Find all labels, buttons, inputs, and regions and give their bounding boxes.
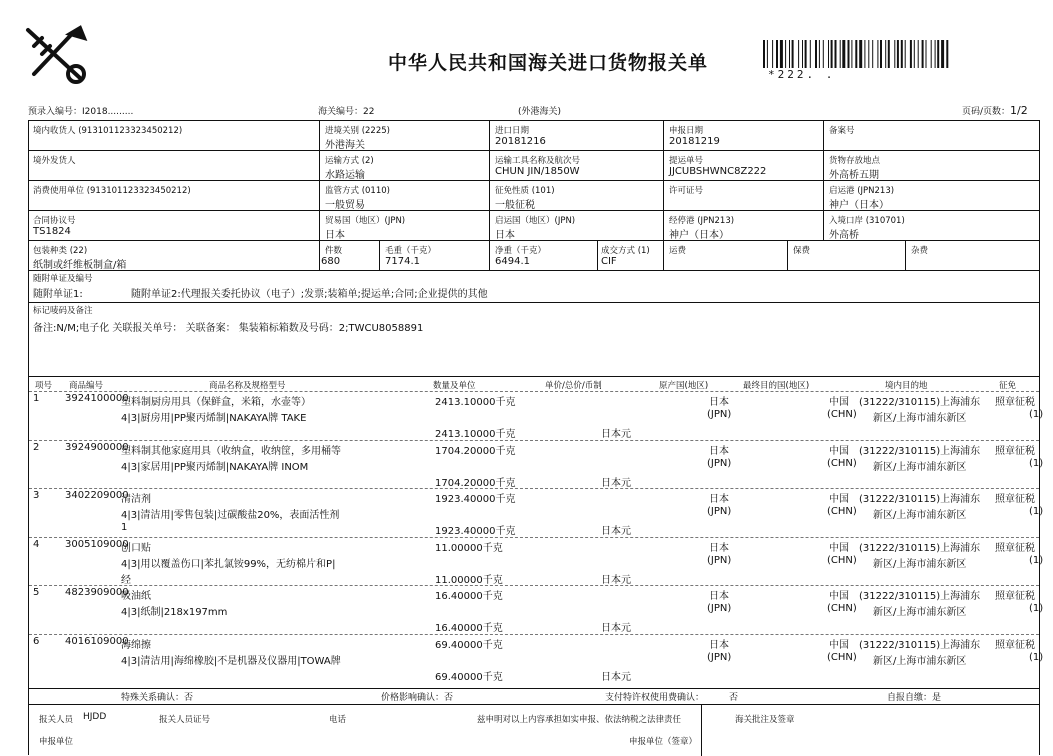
docs-line-a: 随附单证1: bbox=[33, 289, 83, 300]
goods-header-qty: 数量及单位 bbox=[433, 381, 476, 391]
barcode-bar bbox=[798, 40, 799, 68]
goods-levy-code: (1) bbox=[1029, 506, 1044, 518]
goods-dest: 中国 bbox=[829, 542, 849, 554]
row-divider bbox=[29, 537, 1039, 538]
origin-country-label: 启运国（地区）(JPN) bbox=[495, 216, 576, 226]
port-value: 外港海关 bbox=[325, 140, 365, 151]
goods-dest: 中国 bbox=[829, 640, 849, 651]
contract-value: TS1824 bbox=[33, 226, 71, 237]
goods-qty: 69.40000千克 bbox=[435, 640, 503, 651]
gross-value: 7174.1 bbox=[385, 256, 420, 267]
trade-country-label: 贸易国（地区）(JPN) bbox=[325, 216, 406, 226]
goods-name: 创口贴 bbox=[121, 542, 151, 554]
goods-currency: 日本元 bbox=[601, 623, 631, 635]
barcode-bar bbox=[835, 40, 837, 68]
prerecord-label: 预录入编号：I2018......... bbox=[28, 107, 134, 117]
goods-district: (31222/310115)上海浦东 bbox=[859, 591, 981, 603]
goods-origin-code: (JPN) bbox=[707, 554, 732, 566]
statement: 兹申明对以上内容承担如实申报、依法纳税之法律责任 bbox=[477, 715, 682, 725]
tax-label: 征免性质 (101) bbox=[495, 186, 555, 196]
barcode-bar bbox=[901, 40, 903, 68]
goods-dest: 中国 bbox=[829, 494, 849, 506]
barcode-bar bbox=[918, 40, 919, 68]
barcode-bar bbox=[859, 40, 862, 68]
goods-code: 3005109000 bbox=[65, 538, 129, 550]
gross-label: 毛重（千克） bbox=[385, 246, 437, 256]
page-title: 中华人民共和国海关进口货物报关单 bbox=[388, 52, 709, 74]
package-label: 包装种类 (22) bbox=[33, 246, 88, 256]
goods-spec: 4|3|厨房用|PP聚丙烯制|NAKAYA牌 TAKE bbox=[121, 413, 307, 424]
page-number: 页码/页数：1/2 bbox=[962, 104, 1028, 117]
goods-district-2: 新区/上海市浦东新区 bbox=[873, 558, 967, 570]
goods-origin-code: (JPN) bbox=[707, 409, 732, 420]
goods-levy: 照章征税 bbox=[995, 445, 1035, 457]
barcode-bar bbox=[937, 40, 939, 68]
barcode-bar bbox=[941, 40, 944, 68]
unit-seal-label: 申报单位（签章） bbox=[629, 737, 698, 747]
goods-qty: 2413.10000千克 bbox=[435, 397, 516, 408]
goods-name: 塑料制其他家庭用具（收纳盒，收纳筐，多用桶等 bbox=[121, 445, 341, 457]
goods-district-2: 新区/上海市浦东新区 bbox=[873, 656, 967, 667]
goods-dest-code: (CHN) bbox=[827, 554, 857, 566]
barcode-bar bbox=[868, 40, 869, 68]
goods-code: 4016109000 bbox=[65, 636, 129, 647]
marks-label: 标记唛码及备注 bbox=[33, 306, 93, 316]
barcode-bar bbox=[877, 40, 878, 68]
customs-office: (外港海关) bbox=[518, 107, 562, 117]
declaration-form bbox=[28, 120, 1044, 755]
goods-no: 6 bbox=[33, 636, 40, 647]
goods-code: 4823909000 bbox=[65, 587, 129, 599]
goods-origin: 日本 bbox=[709, 591, 729, 603]
entry-port-label: 入境口岸 (310701) bbox=[829, 216, 905, 226]
barcode bbox=[763, 40, 1043, 68]
goods-dest-code: (CHN) bbox=[827, 409, 857, 420]
goods-dest-code: (CHN) bbox=[827, 652, 857, 663]
barcode-bar bbox=[851, 40, 852, 68]
goods-origin: 日本 bbox=[709, 542, 729, 554]
pieces-value: 680 bbox=[321, 256, 341, 267]
goods-spec: 4|3|纸制|218x197mm bbox=[121, 607, 228, 619]
goods-dest-code: (CHN) bbox=[827, 603, 857, 615]
barcode-bar bbox=[840, 40, 841, 68]
goods-levy-code: (1) bbox=[1029, 554, 1044, 566]
goods-district-2: 新区/上海市浦东新区 bbox=[873, 510, 967, 522]
goods-district: (31222/310115)上海浦东 bbox=[859, 494, 981, 506]
barcode-text: *222. . bbox=[768, 68, 836, 81]
barcode-bar bbox=[831, 40, 833, 68]
declarant-label: 报关人员 bbox=[39, 715, 74, 725]
transport-value: 水路运输 bbox=[325, 170, 365, 181]
row-divider bbox=[29, 634, 1039, 635]
declare-date-label: 申报日期 bbox=[669, 126, 704, 136]
vessel-label: 运输工具名称及航次号 bbox=[495, 156, 581, 166]
barcode-bar bbox=[922, 40, 924, 68]
goods-qty: 11.00000千克 bbox=[435, 542, 503, 554]
supervision-label: 监管方式 (0110) bbox=[325, 186, 390, 196]
row-divider bbox=[29, 585, 1039, 586]
barcode-bar bbox=[910, 40, 912, 68]
goods-qty: 1704.20000千克 bbox=[435, 445, 516, 457]
declare-date-value: 20181219 bbox=[669, 136, 720, 147]
barcode-bar bbox=[872, 40, 873, 68]
transit-label: 经停港 (JPN213) bbox=[669, 216, 735, 226]
goods-levy: 照章征税 bbox=[995, 542, 1035, 554]
barcode-bar bbox=[823, 40, 824, 68]
barcode-bar bbox=[815, 40, 817, 68]
supervision-value: 一般贸易 bbox=[325, 200, 365, 211]
goods-dest: 中国 bbox=[829, 445, 849, 457]
goods-dest-code: (CHN) bbox=[827, 457, 857, 469]
price-impact: 价格影响确认：否 bbox=[381, 693, 454, 703]
barcode-bar bbox=[894, 40, 895, 68]
goods-no: 4 bbox=[33, 538, 40, 550]
goods-district: (31222/310115)上海浦东 bbox=[859, 640, 981, 651]
goods-qty-2: 2413.10000千克 bbox=[435, 429, 516, 440]
goods-dest-code: (CHN) bbox=[827, 506, 857, 518]
barcode-bar bbox=[819, 40, 820, 68]
goods-district-2: 新区/上海市浦东新区 bbox=[873, 461, 967, 473]
marks-value: 备注:N/M;电子化 关联报关单号： 关联备案： 集装箱标箱数及号码：2;TWCU8058891 bbox=[33, 323, 424, 334]
misc-label: 杂费 bbox=[911, 246, 929, 256]
goods-header-dest: 最终目的国(地区) bbox=[743, 381, 810, 391]
docs-label: 随附单证及编号 bbox=[33, 274, 93, 284]
contract-label: 合同协议号 bbox=[33, 216, 76, 226]
docs-line-b: 随附单证2:代理报关委托协议（电子）;发票;装箱单;提运单;合同;企业提供的其他 bbox=[131, 289, 488, 300]
goods-spec: 4|3|家居用|PP聚丙烯制|NAKAYA牌 INOM bbox=[121, 461, 309, 473]
transport-label: 运输方式 (2) bbox=[325, 156, 374, 166]
goods-spec: 4|3|清洁用|零售包装|过碳酸盐20%，表面活性剂 bbox=[121, 510, 340, 522]
barcode-bar bbox=[828, 40, 829, 68]
goods-header-domestic: 境内目的地 bbox=[885, 381, 928, 391]
entry-port-value: 外高桥 bbox=[829, 230, 859, 241]
goods-spec: 4|3|用以覆盖伤口|苯扎氯铵99%，无纺棉片和P| bbox=[121, 558, 336, 570]
barcode-bar bbox=[914, 40, 915, 68]
barcode-bar bbox=[802, 40, 803, 68]
goods-header-name: 商品名称及规格型号 bbox=[209, 381, 286, 391]
cert-label: 报关人员证号 bbox=[159, 715, 211, 725]
goods-levy-code: (1) bbox=[1029, 457, 1044, 469]
goods-levy: 照章征税 bbox=[995, 494, 1035, 506]
goods-qty-2: 69.40000千克 bbox=[435, 672, 503, 683]
declarant-value: HJDD bbox=[83, 712, 107, 722]
goods-origin: 日本 bbox=[709, 445, 729, 457]
barcode-bar bbox=[880, 40, 882, 68]
barcode-bar bbox=[926, 40, 927, 68]
goods-levy: 照章征税 bbox=[995, 640, 1035, 651]
goods-qty-2: 16.40000千克 bbox=[435, 623, 503, 635]
barcode-bar bbox=[905, 40, 906, 68]
customs-emblem-icon bbox=[20, 22, 94, 86]
goods-qty-2: 1923.40000千克 bbox=[435, 526, 516, 538]
barcode-bar bbox=[763, 40, 765, 68]
barcode-bar bbox=[772, 40, 773, 68]
package-value: 纸制或纤维板制盒/箱 bbox=[33, 260, 127, 271]
royalty-label: 支付特许权使用费确认： bbox=[605, 693, 705, 703]
freight-label: 运费 bbox=[669, 246, 687, 256]
goods-levy-code: (1) bbox=[1029, 603, 1044, 615]
deal-label: 成交方式 (1) bbox=[601, 246, 650, 256]
goods-currency: 日本元 bbox=[601, 526, 631, 538]
royalty-value: 否 bbox=[729, 693, 739, 703]
goods-origin-code: (JPN) bbox=[707, 652, 732, 663]
vessel-value: CHUN JIN/1850W bbox=[495, 166, 580, 177]
goods-levy: 照章征税 bbox=[995, 591, 1035, 603]
goods-header-no: 项号 bbox=[35, 381, 53, 391]
barcode-bar bbox=[785, 40, 786, 68]
goods-qty: 16.40000千克 bbox=[435, 591, 503, 603]
goods-origin: 日本 bbox=[709, 494, 729, 506]
barcode-bar bbox=[946, 40, 948, 68]
goods-currency: 日本元 bbox=[601, 672, 631, 683]
tax-value: 一般征税 bbox=[495, 200, 535, 211]
barcode-bar bbox=[888, 40, 890, 68]
user-label: 消费使用单位 (913101123323450212) bbox=[33, 186, 191, 196]
transit-value: 神户（日本） bbox=[669, 230, 729, 241]
import-date-value: 20181216 bbox=[495, 136, 546, 147]
goods-district-2: 新区/上海市浦东新区 bbox=[873, 607, 967, 619]
goods-name: 清洁剂 bbox=[121, 494, 151, 506]
record-no-label: 备案号 bbox=[829, 126, 855, 136]
net-value: 6494.1 bbox=[495, 256, 530, 267]
goods-origin-code: (JPN) bbox=[707, 457, 732, 469]
goods-currency: 日本元 bbox=[601, 429, 631, 440]
barcode-bar bbox=[776, 40, 778, 68]
goods-origin: 日本 bbox=[709, 397, 729, 408]
insurance-label: 保费 bbox=[793, 246, 811, 256]
goods-currency: 日本元 bbox=[601, 477, 631, 489]
departure-label: 启运港 (JPN213) bbox=[829, 186, 895, 196]
goods-district: (31222/310115)上海浦东 bbox=[859, 397, 981, 408]
goods-name: 塑料制厨房用具（保鲜盒，米箱，水壶等） bbox=[121, 397, 311, 408]
goods-no: 2 bbox=[33, 441, 40, 453]
goods-header-origin: 原产国(地区) bbox=[659, 381, 709, 391]
goods-no: 1 bbox=[33, 393, 40, 404]
barcode-bar bbox=[848, 40, 850, 68]
goods-origin-code: (JPN) bbox=[707, 506, 732, 518]
storage-value: 外高桥五期 bbox=[829, 170, 879, 181]
goods-dest: 中国 bbox=[829, 397, 849, 408]
port-label: 进境关别 (2225) bbox=[325, 126, 390, 136]
barcode-bar bbox=[767, 40, 768, 68]
bl-value: JJCUBSHWNC8Z222 bbox=[669, 166, 767, 177]
goods-name: 吸油纸 bbox=[121, 591, 151, 603]
goods-code: 3924900000 bbox=[65, 441, 129, 453]
goods-district: (31222/310115)上海浦东 bbox=[859, 445, 981, 457]
goods-spec: 4|3|清洁用|海绵橡胶|不是机器及仪器用|TOWA牌 bbox=[121, 656, 341, 667]
barcode-bar bbox=[897, 40, 899, 68]
goods-spec-cont: 经 bbox=[121, 574, 131, 586]
goods-qty: 1923.40000千克 bbox=[435, 494, 516, 506]
goods-currency: 日本元 bbox=[601, 574, 631, 586]
barcode-bar bbox=[805, 40, 807, 68]
special-relation: 特殊关系确认：否 bbox=[121, 693, 194, 703]
origin-country-value: 日本 bbox=[495, 230, 515, 241]
consignee-label: 境内收货人 (913101123323450212) bbox=[33, 126, 183, 136]
barcode-bar bbox=[864, 40, 865, 68]
goods-district: (31222/310115)上海浦东 bbox=[859, 542, 981, 554]
barcode-bar bbox=[931, 40, 932, 68]
barcode-bar bbox=[842, 40, 845, 68]
goods-levy: 照章征税 bbox=[995, 397, 1035, 408]
row-divider bbox=[29, 440, 1039, 441]
goods-dest: 中国 bbox=[829, 591, 849, 603]
import-date-label: 进口日期 bbox=[495, 126, 530, 136]
goods-levy-code: (1) bbox=[1029, 652, 1044, 663]
unit-label: 申报单位 bbox=[39, 737, 74, 747]
barcode-bar bbox=[780, 40, 783, 68]
goods-origin: 日本 bbox=[709, 640, 729, 651]
net-label: 净重（千克） bbox=[495, 246, 547, 256]
goods-code: 3402209000 bbox=[65, 490, 129, 502]
barcode-bar bbox=[885, 40, 886, 68]
goods-no: 3 bbox=[33, 490, 40, 502]
customs-remark-label: 海关批注及签章 bbox=[735, 715, 795, 725]
goods-header-levy: 征免 bbox=[999, 381, 1017, 391]
barcode-bar bbox=[810, 40, 811, 68]
departure-value: 神户（日本） bbox=[829, 200, 889, 211]
goods-code: 3924100000 bbox=[65, 393, 129, 404]
shipper-label: 境外发货人 bbox=[33, 156, 76, 166]
phone-label: 电话 bbox=[329, 715, 347, 725]
trade-country-value: 日本 bbox=[325, 230, 345, 241]
goods-district-2: 新区/上海市浦东新区 bbox=[873, 413, 967, 424]
goods-qty-2: 1704.20000千克 bbox=[435, 477, 516, 489]
deal-value: CIF bbox=[601, 256, 617, 267]
customs-no-label: 海关编号：22 bbox=[318, 107, 375, 117]
barcode-bar bbox=[855, 40, 857, 68]
goods-spec-cont: 1 bbox=[121, 522, 128, 534]
goods-header-code: 商品编号 bbox=[69, 381, 104, 391]
goods-header-price: 单价/总价/币制 bbox=[545, 381, 602, 391]
goods-levy-code: (1) bbox=[1029, 409, 1044, 420]
goods-origin-code: (JPN) bbox=[707, 603, 732, 615]
goods-qty-2: 11.00000千克 bbox=[435, 574, 503, 586]
barcode-bar bbox=[935, 40, 936, 68]
license-label: 许可证号 bbox=[669, 186, 704, 196]
pieces-label: 件数 bbox=[325, 246, 343, 256]
self-declare: 自报自缴：是 bbox=[887, 693, 942, 703]
storage-label: 货物存放地点 bbox=[829, 156, 881, 166]
goods-no: 5 bbox=[33, 587, 40, 599]
goods-name: 海绵擦 bbox=[121, 640, 151, 651]
bl-label: 提运单号 bbox=[669, 156, 704, 166]
row-divider bbox=[29, 488, 1039, 489]
barcode-bar bbox=[792, 40, 794, 68]
barcode-bar bbox=[789, 40, 790, 68]
